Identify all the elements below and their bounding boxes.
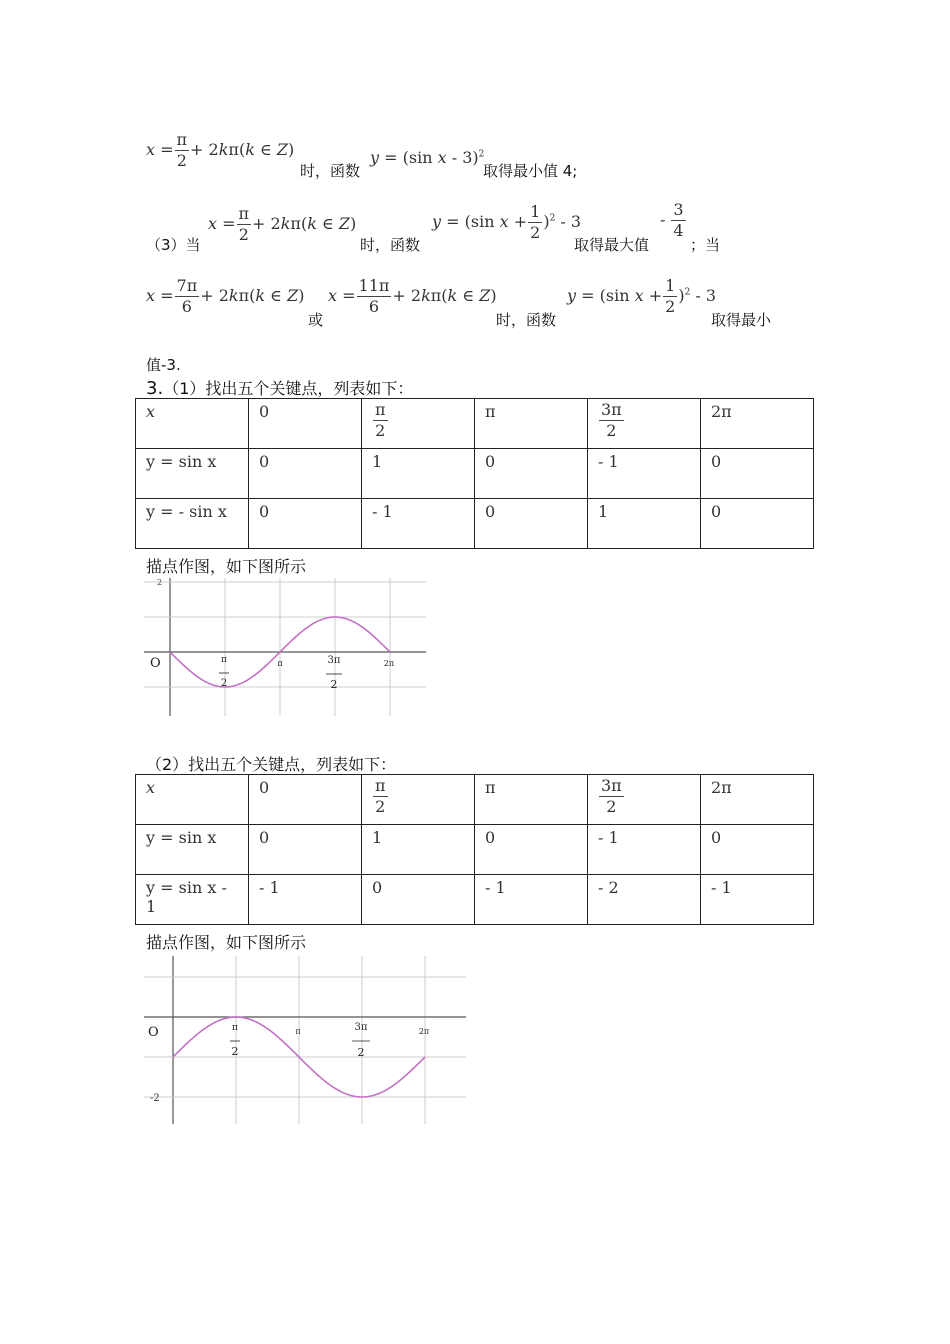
grid-lines xyxy=(144,956,466,1124)
table-cell: y = sin x - 1 xyxy=(136,875,249,925)
table-cell: - 1 xyxy=(475,875,588,925)
x-tick-pi: π xyxy=(277,659,283,668)
table-cell: $\frac{\pi}{2}$ xyxy=(362,775,475,825)
line2-prefix: （3）当 xyxy=(146,236,201,254)
table-cell: 1 xyxy=(362,825,475,875)
x-tick-2pi: 2π xyxy=(383,659,395,668)
table-cell: 0 xyxy=(475,825,588,875)
table-cell: $\frac{3\pi}{2}$ xyxy=(588,399,701,449)
x-tick-pi-half xyxy=(219,655,229,689)
table-cell: x xyxy=(136,775,249,825)
table-cell: y = sin x xyxy=(136,449,249,499)
line2-function: y = (sin x + $\frac{1}{2}$ )$^2$ - 3 xyxy=(432,202,582,242)
table-cell: - 1 xyxy=(701,875,814,925)
svg-text:π: π xyxy=(221,655,227,665)
line1-function: y = (sin x - 3)$^2$ xyxy=(370,148,485,167)
line1-formula-x: x = $\frac{\pi}{2}$ + 2kπ(k ∈ Z) xyxy=(146,130,295,170)
table-cell: 2π xyxy=(701,399,814,449)
line2-suffix: ；当 xyxy=(690,236,721,254)
table-cell: x xyxy=(136,399,249,449)
svg-text:2: 2 xyxy=(220,678,228,689)
table-cell: 0 xyxy=(249,449,362,499)
table-row xyxy=(136,775,814,825)
table-cell: - 1 xyxy=(362,499,475,549)
line3-when: 时，函数 xyxy=(496,311,557,329)
origin-label: O xyxy=(150,656,161,671)
graph1-caption: 描点作图，如下图所示 xyxy=(146,557,307,576)
section3-number: 3. xyxy=(146,378,164,399)
table-row xyxy=(136,825,814,875)
line1-result: 取得最小值 4; xyxy=(483,162,578,180)
table-cell: - 1 xyxy=(588,825,701,875)
line3-formula-x1: x = $\frac{7\pi}{6}$ + 2kπ(k ∈ Z) xyxy=(146,276,305,316)
table-keypoints-1 xyxy=(135,398,814,549)
table-cell: $\frac{3\pi}{2}$ xyxy=(588,775,701,825)
section3-heading-text: （1）找出五个关键点，列表如下： xyxy=(163,379,414,398)
line3-formula-x2: x = $\frac{11\pi}{6}$ + 2kπ(k ∈ Z) xyxy=(328,276,497,316)
section3-heading xyxy=(146,376,413,399)
graph-sin-minus-1 xyxy=(140,952,470,1127)
table-cell: 0 xyxy=(701,449,814,499)
table-cell: - 2 xyxy=(588,875,701,925)
table-cell: π xyxy=(475,399,588,449)
table-row xyxy=(136,449,814,499)
table-cell: 0 xyxy=(249,499,362,549)
table-cell: 0 xyxy=(249,775,362,825)
table-row xyxy=(136,875,814,925)
table-cell: 0 xyxy=(362,875,475,925)
y-tick-label: 2 xyxy=(157,578,163,587)
line2-when: 时，函数 xyxy=(360,236,421,254)
table-row xyxy=(136,499,814,549)
x-tick-2pi: 2π xyxy=(418,1027,430,1036)
table-cell: y = - sin x xyxy=(136,499,249,549)
svg-text:π: π xyxy=(232,1023,238,1033)
x-tick-pi: π xyxy=(295,1027,301,1036)
svg-text:2: 2 xyxy=(357,1046,365,1059)
line3-or: 或 xyxy=(308,311,324,329)
part2-heading: （2）找出五个关键点，列表如下： xyxy=(146,755,397,774)
line2-result: 取得最大值 xyxy=(574,236,650,254)
grid-lines xyxy=(144,578,426,719)
table-cell: 0 xyxy=(701,499,814,549)
table-cell: 1 xyxy=(588,499,701,549)
svg-text:2: 2 xyxy=(330,678,338,691)
table-cell: π xyxy=(475,775,588,825)
table-keypoints-2 xyxy=(135,774,814,925)
line4-text: 值-3. xyxy=(146,356,181,374)
x-tick-3pi-half xyxy=(326,655,342,691)
line1-when: 时，函数 xyxy=(300,162,361,180)
svg-text:2: 2 xyxy=(231,1045,239,1058)
line2-value: - $\frac{3}{4}$ xyxy=(660,200,684,240)
y-tick-label: -2 xyxy=(150,1093,160,1104)
table-cell: 0 xyxy=(701,825,814,875)
table-cell: 0 xyxy=(475,499,588,549)
table-row xyxy=(136,399,814,449)
line3-result: 取得最小 xyxy=(711,311,772,329)
svg-text:3π: 3π xyxy=(354,1022,368,1033)
line3-function: y = (sin x + $\frac{1}{2}$ )$^2$ - 3 xyxy=(567,276,717,316)
table-cell: 0 xyxy=(475,449,588,499)
origin-label: O xyxy=(148,1025,159,1040)
table-cell: - 1 xyxy=(249,875,362,925)
line2-formula-x: x = $\frac{\pi}{2}$ + 2kπ(k ∈ Z) xyxy=(208,204,357,244)
table-cell: 0 xyxy=(249,825,362,875)
svg-text:3π: 3π xyxy=(327,655,341,666)
graph-neg-sin xyxy=(140,574,430,719)
table-cell: 2π xyxy=(701,775,814,825)
x-tick-3pi-half xyxy=(352,1022,370,1059)
graph2-caption: 描点作图，如下图所示 xyxy=(146,933,307,952)
table-cell: 0 xyxy=(249,399,362,449)
table-cell: $\frac{\pi}{2}$ xyxy=(362,399,475,449)
table-cell: - 1 xyxy=(588,449,701,499)
table-cell: 1 xyxy=(362,449,475,499)
table-cell: y = sin x xyxy=(136,825,249,875)
x-tick-pi-half xyxy=(230,1023,240,1058)
